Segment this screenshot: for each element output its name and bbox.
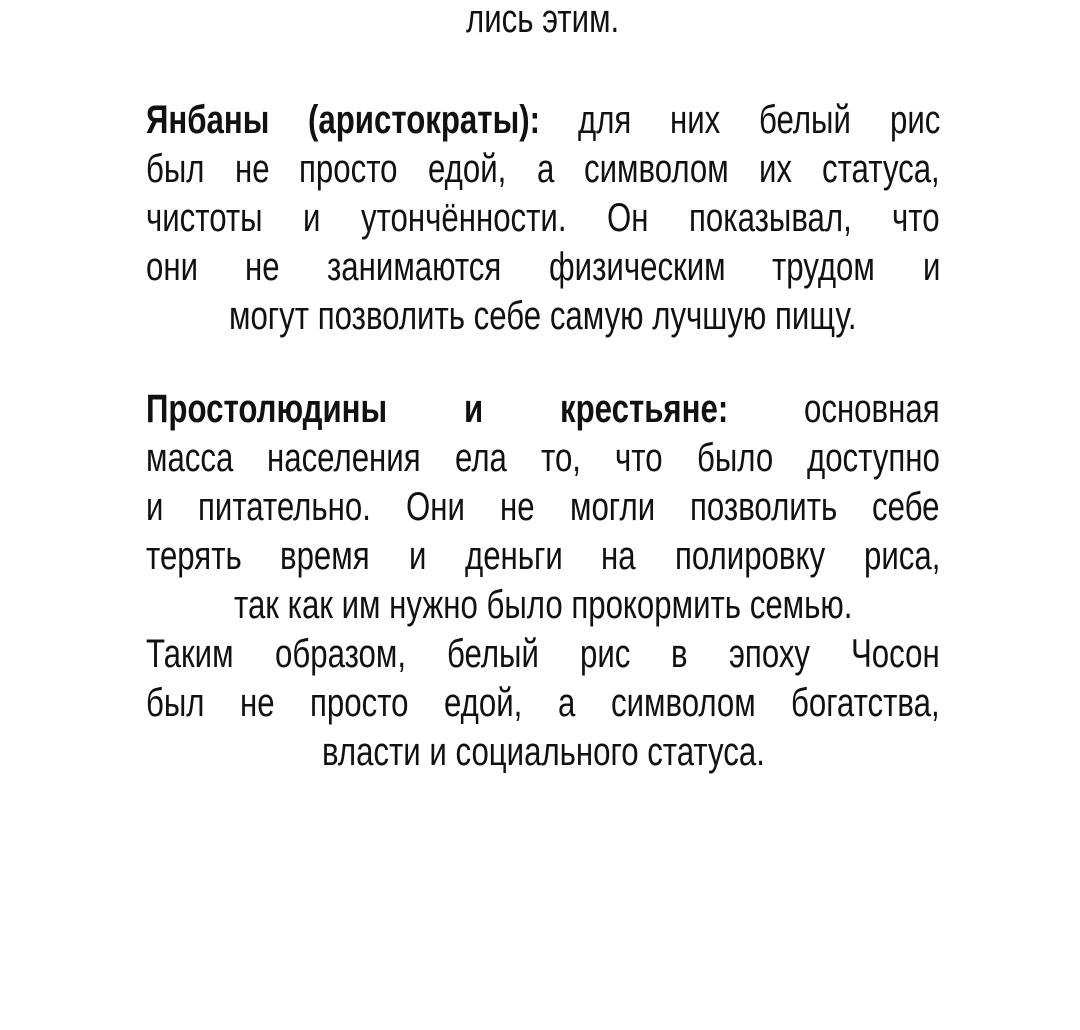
word: время bbox=[280, 534, 371, 578]
paragraph-2-line bbox=[146, 531, 940, 581]
paragraph-2-line bbox=[146, 482, 940, 532]
bold-lead-word: и bbox=[463, 387, 483, 431]
paragraph-1-line bbox=[146, 193, 940, 243]
line-text: власти и социального статуса. bbox=[321, 730, 765, 774]
word: не bbox=[245, 245, 280, 289]
paragraph-1-line bbox=[146, 95, 940, 145]
word: едой, bbox=[428, 147, 507, 191]
word: Они bbox=[406, 485, 466, 529]
word: питательно. bbox=[198, 485, 372, 529]
word: населения bbox=[267, 436, 422, 480]
word: что bbox=[615, 436, 663, 480]
paragraph-1-line bbox=[146, 242, 940, 292]
word: символом bbox=[611, 681, 756, 725]
word: они bbox=[146, 245, 199, 289]
word: и bbox=[146, 485, 164, 529]
word: Чосон bbox=[851, 632, 941, 676]
word: ела bbox=[455, 436, 508, 480]
word: и bbox=[922, 245, 940, 289]
paragraph-2-line bbox=[146, 580, 940, 630]
word: них bbox=[670, 98, 721, 142]
word: риса, bbox=[863, 534, 940, 578]
paragraph-1-line bbox=[146, 144, 940, 194]
word: и bbox=[408, 534, 427, 578]
word: а bbox=[536, 147, 554, 191]
word: для bbox=[578, 98, 632, 142]
word: чистоты bbox=[146, 196, 263, 240]
word: был bbox=[146, 147, 205, 191]
paragraph-1-line bbox=[146, 291, 940, 341]
word: физическим bbox=[548, 245, 726, 289]
word: на bbox=[601, 534, 637, 578]
word: не bbox=[234, 147, 270, 191]
paragraph-2-line bbox=[146, 384, 940, 434]
word: было bbox=[696, 436, 774, 480]
word: себе bbox=[872, 485, 940, 529]
word: масса bbox=[146, 436, 234, 480]
word: в bbox=[671, 632, 688, 676]
word: трудом bbox=[772, 245, 876, 289]
word: не bbox=[500, 485, 535, 529]
bold-lead-word: Простолюдины bbox=[146, 387, 388, 431]
paragraph-2-line bbox=[146, 727, 940, 777]
paragraph-2-line bbox=[146, 629, 940, 679]
word: был bbox=[146, 681, 205, 725]
word: утончённости. bbox=[361, 196, 567, 240]
word: полировку bbox=[674, 534, 825, 578]
word: статуса, bbox=[822, 147, 941, 191]
word: образом, bbox=[274, 632, 406, 676]
word: едой, bbox=[444, 681, 523, 725]
word: просто bbox=[299, 147, 398, 191]
word: их bbox=[759, 147, 793, 191]
line-text: лись этим. bbox=[466, 0, 620, 41]
word: деньги bbox=[464, 534, 563, 578]
text-line-continuation bbox=[146, 0, 940, 44]
line-text: могут позволить себе самую лучшую пищу. bbox=[229, 294, 857, 338]
word: белый bbox=[759, 98, 852, 142]
word: доступно bbox=[807, 436, 940, 480]
word: просто bbox=[310, 681, 409, 725]
word: основная bbox=[804, 387, 941, 431]
word: и bbox=[303, 196, 321, 240]
line-text: так как им нужно было прокормить семью. bbox=[233, 583, 853, 627]
bold-lead-word: (аристократы): bbox=[307, 98, 540, 142]
bold-lead-word: крестьяне: bbox=[559, 387, 728, 431]
word: не bbox=[240, 681, 275, 725]
word: эпоху bbox=[729, 632, 811, 676]
word: показывал, bbox=[689, 196, 852, 240]
word: рис bbox=[579, 632, 631, 676]
word: позволить bbox=[690, 485, 838, 529]
word: а bbox=[558, 681, 576, 725]
paragraph-2-line bbox=[146, 433, 940, 483]
word: рис bbox=[889, 98, 940, 142]
word: белый bbox=[446, 632, 539, 676]
word: терять bbox=[146, 534, 242, 578]
word: богатства, bbox=[791, 681, 940, 725]
word: что bbox=[892, 196, 940, 240]
word: Таким bbox=[146, 632, 234, 676]
word: Он bbox=[607, 196, 649, 240]
word: могли bbox=[570, 485, 656, 529]
word: занимаются bbox=[327, 245, 502, 289]
word: символом bbox=[584, 147, 729, 191]
paragraph-2-line bbox=[146, 678, 940, 728]
bold-lead-word: Янбаны bbox=[146, 98, 270, 142]
word: то, bbox=[541, 436, 582, 480]
